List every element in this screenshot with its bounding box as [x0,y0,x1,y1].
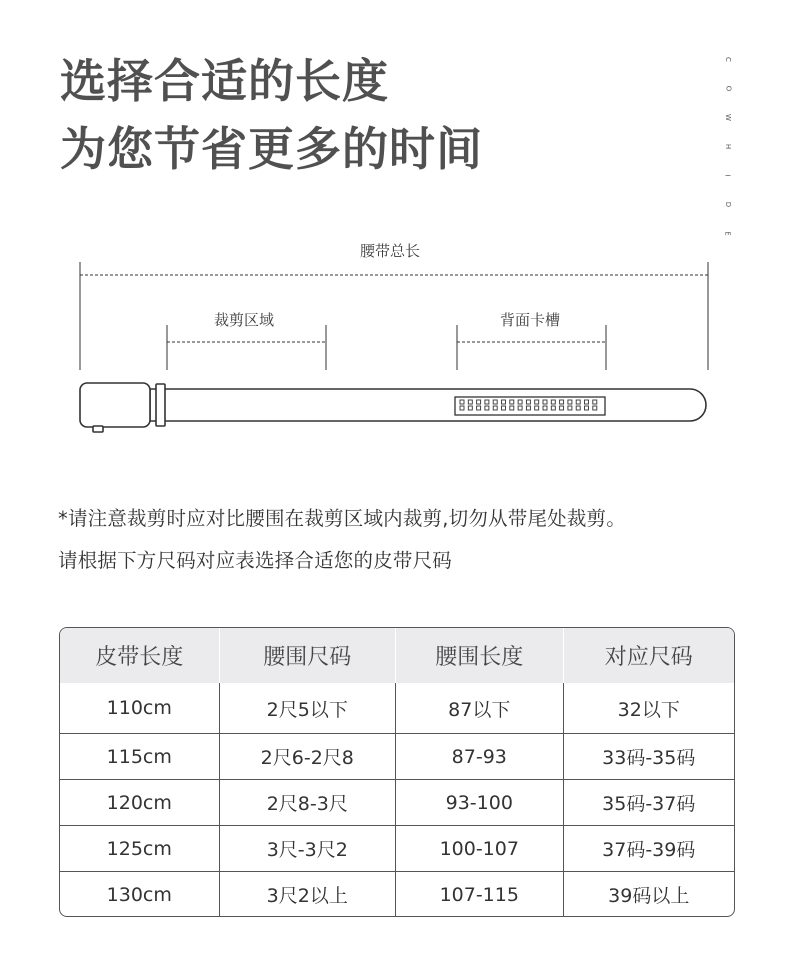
cell-waist-length: 87-93 [395,734,563,779]
cell-waist-size: 3尺2以上 [219,872,395,917]
total-length-label: 腰带总长 [360,242,421,260]
cell-waist-length: 93-100 [395,780,563,825]
cell-waist-length: 87以下 [395,683,563,733]
back-slot-label: 背面卡槽 [500,311,561,329]
cell-matching-size: 37码-39码 [563,826,734,871]
vertical-brand-text [724,56,731,259]
slot-hole-icon [543,400,547,404]
brand-letter: C [723,57,732,62]
slot-hole-icon [485,400,489,404]
cell-waist-size: 3尺-3尺2 [219,826,395,871]
table-row [60,733,734,779]
slot-hole-icon [468,406,472,410]
cell-waist-size: 2尺8-3尺 [219,780,395,825]
slot-hole-icon [585,400,589,404]
cell-waist-size: 2尺5以下 [219,683,395,733]
slot-hole-icon [477,400,481,404]
slot-hole-icon [551,406,555,410]
slot-hole-icon [585,406,589,410]
slot-hole-icon [568,406,572,410]
cell-belt-length: 120cm [106,791,172,814]
brand-letter: H [723,143,732,150]
slot-hole-icon [526,400,530,404]
slot-hole-icon [551,400,555,404]
slot-hole-icon [460,400,464,404]
cell-belt-length: 110cm [106,697,172,719]
slot-hole-icon [543,406,547,410]
belt-drawing [0,230,790,450]
header-matching-size: 对应尺码 [563,628,734,683]
slot-hole-icon [518,406,522,410]
header-belt-length: 皮带长度 [95,645,184,670]
cell-matching-size: 35码-37码 [563,780,734,825]
slot-hole-icon [460,406,464,410]
belt-diagram [0,230,790,450]
slot-hole-icon [518,400,522,404]
buckle-clip-icon [93,426,103,432]
slot-hole-icon [526,406,530,410]
brand-letter: O [723,85,732,92]
cell-waist-length: 100-107 [395,826,563,871]
belt-keeper-icon [156,384,165,426]
cell-matching-size: 39码以上 [563,872,734,917]
slot-hole-icon [576,400,580,404]
cell-waist-size: 2尺6-2尺8 [219,734,395,779]
cell-matching-size: 33码-35码 [563,734,734,779]
slot-hole-icon [576,406,580,410]
slot-hole-icon [485,406,489,410]
slot-hole-icon [560,400,564,404]
slot-hole-icon [568,400,572,404]
table-row [60,871,734,917]
slot-hole-icon [510,406,514,410]
cell-belt-length: 125cm [106,837,172,860]
cell-waist-length: 107-115 [395,872,563,917]
slot-hole-icon [502,406,506,410]
slot-hole-icon [477,406,481,410]
slot-hole-icon [535,400,539,404]
header-waist-length: 腰围长度 [395,628,563,683]
brand-letter: E [723,231,732,236]
headline-line-1: 选择合适的长度 [60,54,389,108]
belt-strap-icon [150,389,706,421]
slot-hole-icon [493,406,497,410]
size-guide-note: 请根据下方尺码对应表选择合适您的皮带尺码 [58,549,453,572]
slot-hole-icon [535,406,539,410]
slot-hole-icon [502,400,506,404]
slot-hole-icon [593,400,597,404]
cell-belt-length: 115cm [106,745,172,768]
table-row [60,779,734,825]
cutting-note: *请注意裁剪时应对比腰围在裁剪区域内裁剪,切勿从带尾处裁剪。 [58,507,626,530]
size-table [59,627,735,917]
headline-line-2: 为您节省更多的时间 [60,122,483,176]
table-row [60,683,734,733]
slot-hole-icon [468,400,472,404]
table-row [60,825,734,871]
header-waist-size: 腰围尺码 [219,628,395,683]
cut-zone-label: 裁剪区域 [214,311,275,329]
belt-buckle-icon [80,383,150,427]
cell-belt-length: 130cm [106,883,172,906]
slot-hole-icon [493,400,497,404]
brand-letter: D [723,201,732,208]
brand-letter: I [723,174,732,177]
slot-hole-icon [510,400,514,404]
table-header-row [60,628,734,683]
slot-hole-icon [560,406,564,410]
brand-letter: W [723,114,732,121]
slot-hole-icon [593,406,597,410]
cell-matching-size: 32以下 [563,683,734,733]
